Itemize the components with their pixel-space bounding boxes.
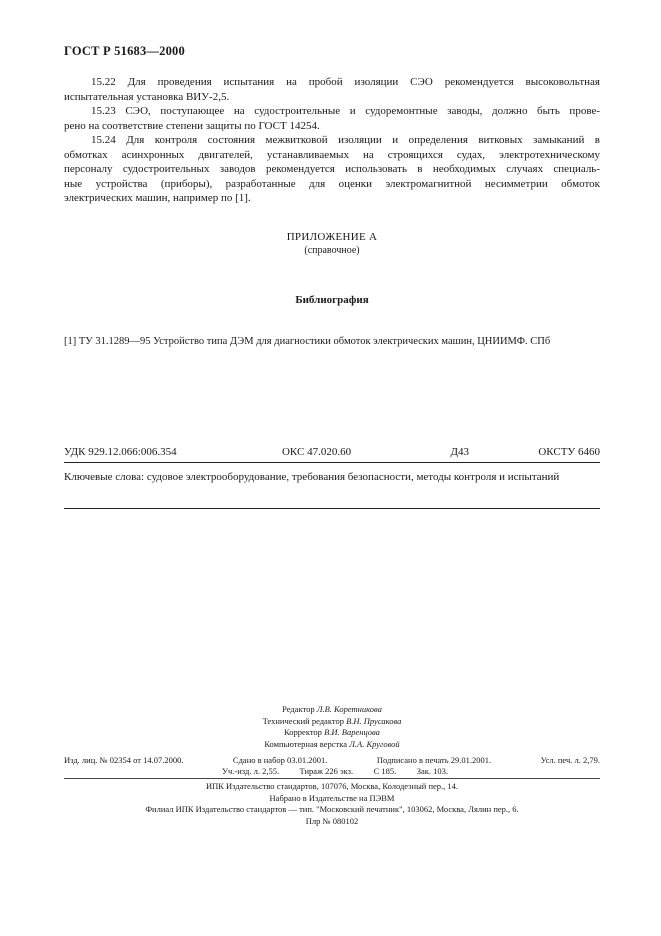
imprint-line: Филиал ИПК Издательство стандартов — тип. "Московский печатник", 103062, Москва, Лялин пер., 6.: [145, 804, 519, 814]
imprint-line: Плр № 080102: [305, 815, 359, 826]
credit-role: Технический редактор: [262, 715, 344, 726]
appendix-subtitle: (справочное): [304, 245, 360, 256]
text-line: 15.23 СЭО, поступающее на судостроительные и судоремонтные заводы, должно быть прове-: [91, 105, 600, 117]
imprint-block: [64, 781, 600, 827]
credit-layout: [64, 739, 600, 751]
text-line: обмотках асинхронных двигателей, устанавливаемых на строящихся судах, электротехническому: [64, 148, 600, 161]
print-sheets: Усл. печ. л. 2,79.: [540, 755, 600, 765]
credit-role: Компьютерная верстка: [264, 738, 348, 749]
credit-tech-editor: [64, 716, 600, 728]
paragraph-15-24: [64, 133, 600, 206]
divider: [64, 778, 600, 779]
divider: [64, 462, 600, 463]
print-run: Тираж 226 экз.: [299, 766, 354, 776]
sent-date: Сдано в набор 03.01.2001.: [232, 755, 328, 765]
text-line: персоналу судостроительных заводов рекомендуется использовать в необходимых случаях специаль-: [64, 163, 600, 175]
keywords: [64, 470, 600, 484]
credit-role: Корректор: [284, 727, 322, 737]
udk-code: УДК 929.12.066:006.354: [64, 446, 177, 458]
paragraph-15-23: [64, 104, 600, 133]
publication-row-2: [222, 766, 448, 776]
imprint-line: Набрано в Издательстве на ПЭВМ: [269, 792, 395, 803]
paragraph-15-22: [64, 75, 600, 104]
credit-proofreader: [64, 727, 600, 739]
bibliography-entry: [1] ТУ 31.1289—95 Устройство типа ДЭМ для диагностики обмоток электрических машин, ЦНИИМФ. СПб: [64, 336, 551, 347]
appendix-title: ПРИЛОЖЕНИЕ А: [286, 231, 378, 243]
text-line: ные устройства (приборы), разработанные для оценки электромагнитной несимметрии обмоток: [64, 177, 600, 190]
divider: [64, 508, 600, 509]
credit-role: Редактор: [282, 704, 315, 714]
oks-code: ОКС 47.020.60: [281, 446, 352, 458]
credit-person: Л.В. Коретникова: [316, 704, 382, 714]
text-line: испытательная установка ВИУ-2,5.: [64, 90, 230, 103]
text-line: рено на соответствие степени защиты по ГОСТ 14254.: [64, 119, 320, 132]
credit-editor: [64, 704, 600, 716]
imprint-line: ИПК Издательство стандартов, 107076, Москва, Колодезный пер., 14.: [205, 781, 459, 791]
edition-sheets: Уч.-изд. л. 2,55.: [222, 766, 280, 776]
okstu-code: ОКСТУ 6460: [538, 446, 600, 458]
bibliography-heading: Библиография: [295, 294, 369, 306]
c-code: С 185.: [373, 766, 397, 776]
text-line: 15.22 Для проведения испытания на пробой изоляции СЭО рекомендуется высоковольтная: [91, 76, 600, 88]
credit-person: Л.А. Круговой: [349, 738, 400, 749]
credit-person: В.И. Варенцова: [324, 727, 380, 737]
credits-block: [64, 704, 600, 750]
document-code: ГОСТ Р 51683—2000: [64, 44, 185, 58]
text-line: электрических машин, например по [1].: [64, 192, 251, 204]
keywords-text: Ключевые слова: судовое электрооборудование, требования безопасности, методы контроля и испытаний: [64, 471, 560, 483]
text-line: 15.24 Для контроля состояния межвитковой изоляции и определения витковых замыканий в: [91, 134, 600, 146]
classification-row: [64, 446, 600, 458]
publication-row-1: [64, 755, 600, 765]
license: Изд. лиц. № 02354 от 14.07.2000.: [64, 755, 184, 765]
group-code: Д43: [450, 446, 469, 458]
signed-date: Подписано в печать 29.01.2001.: [376, 755, 492, 765]
credit-person: В.Н. Прусакова: [346, 715, 402, 726]
order-number: Зак. 103.: [416, 766, 448, 776]
